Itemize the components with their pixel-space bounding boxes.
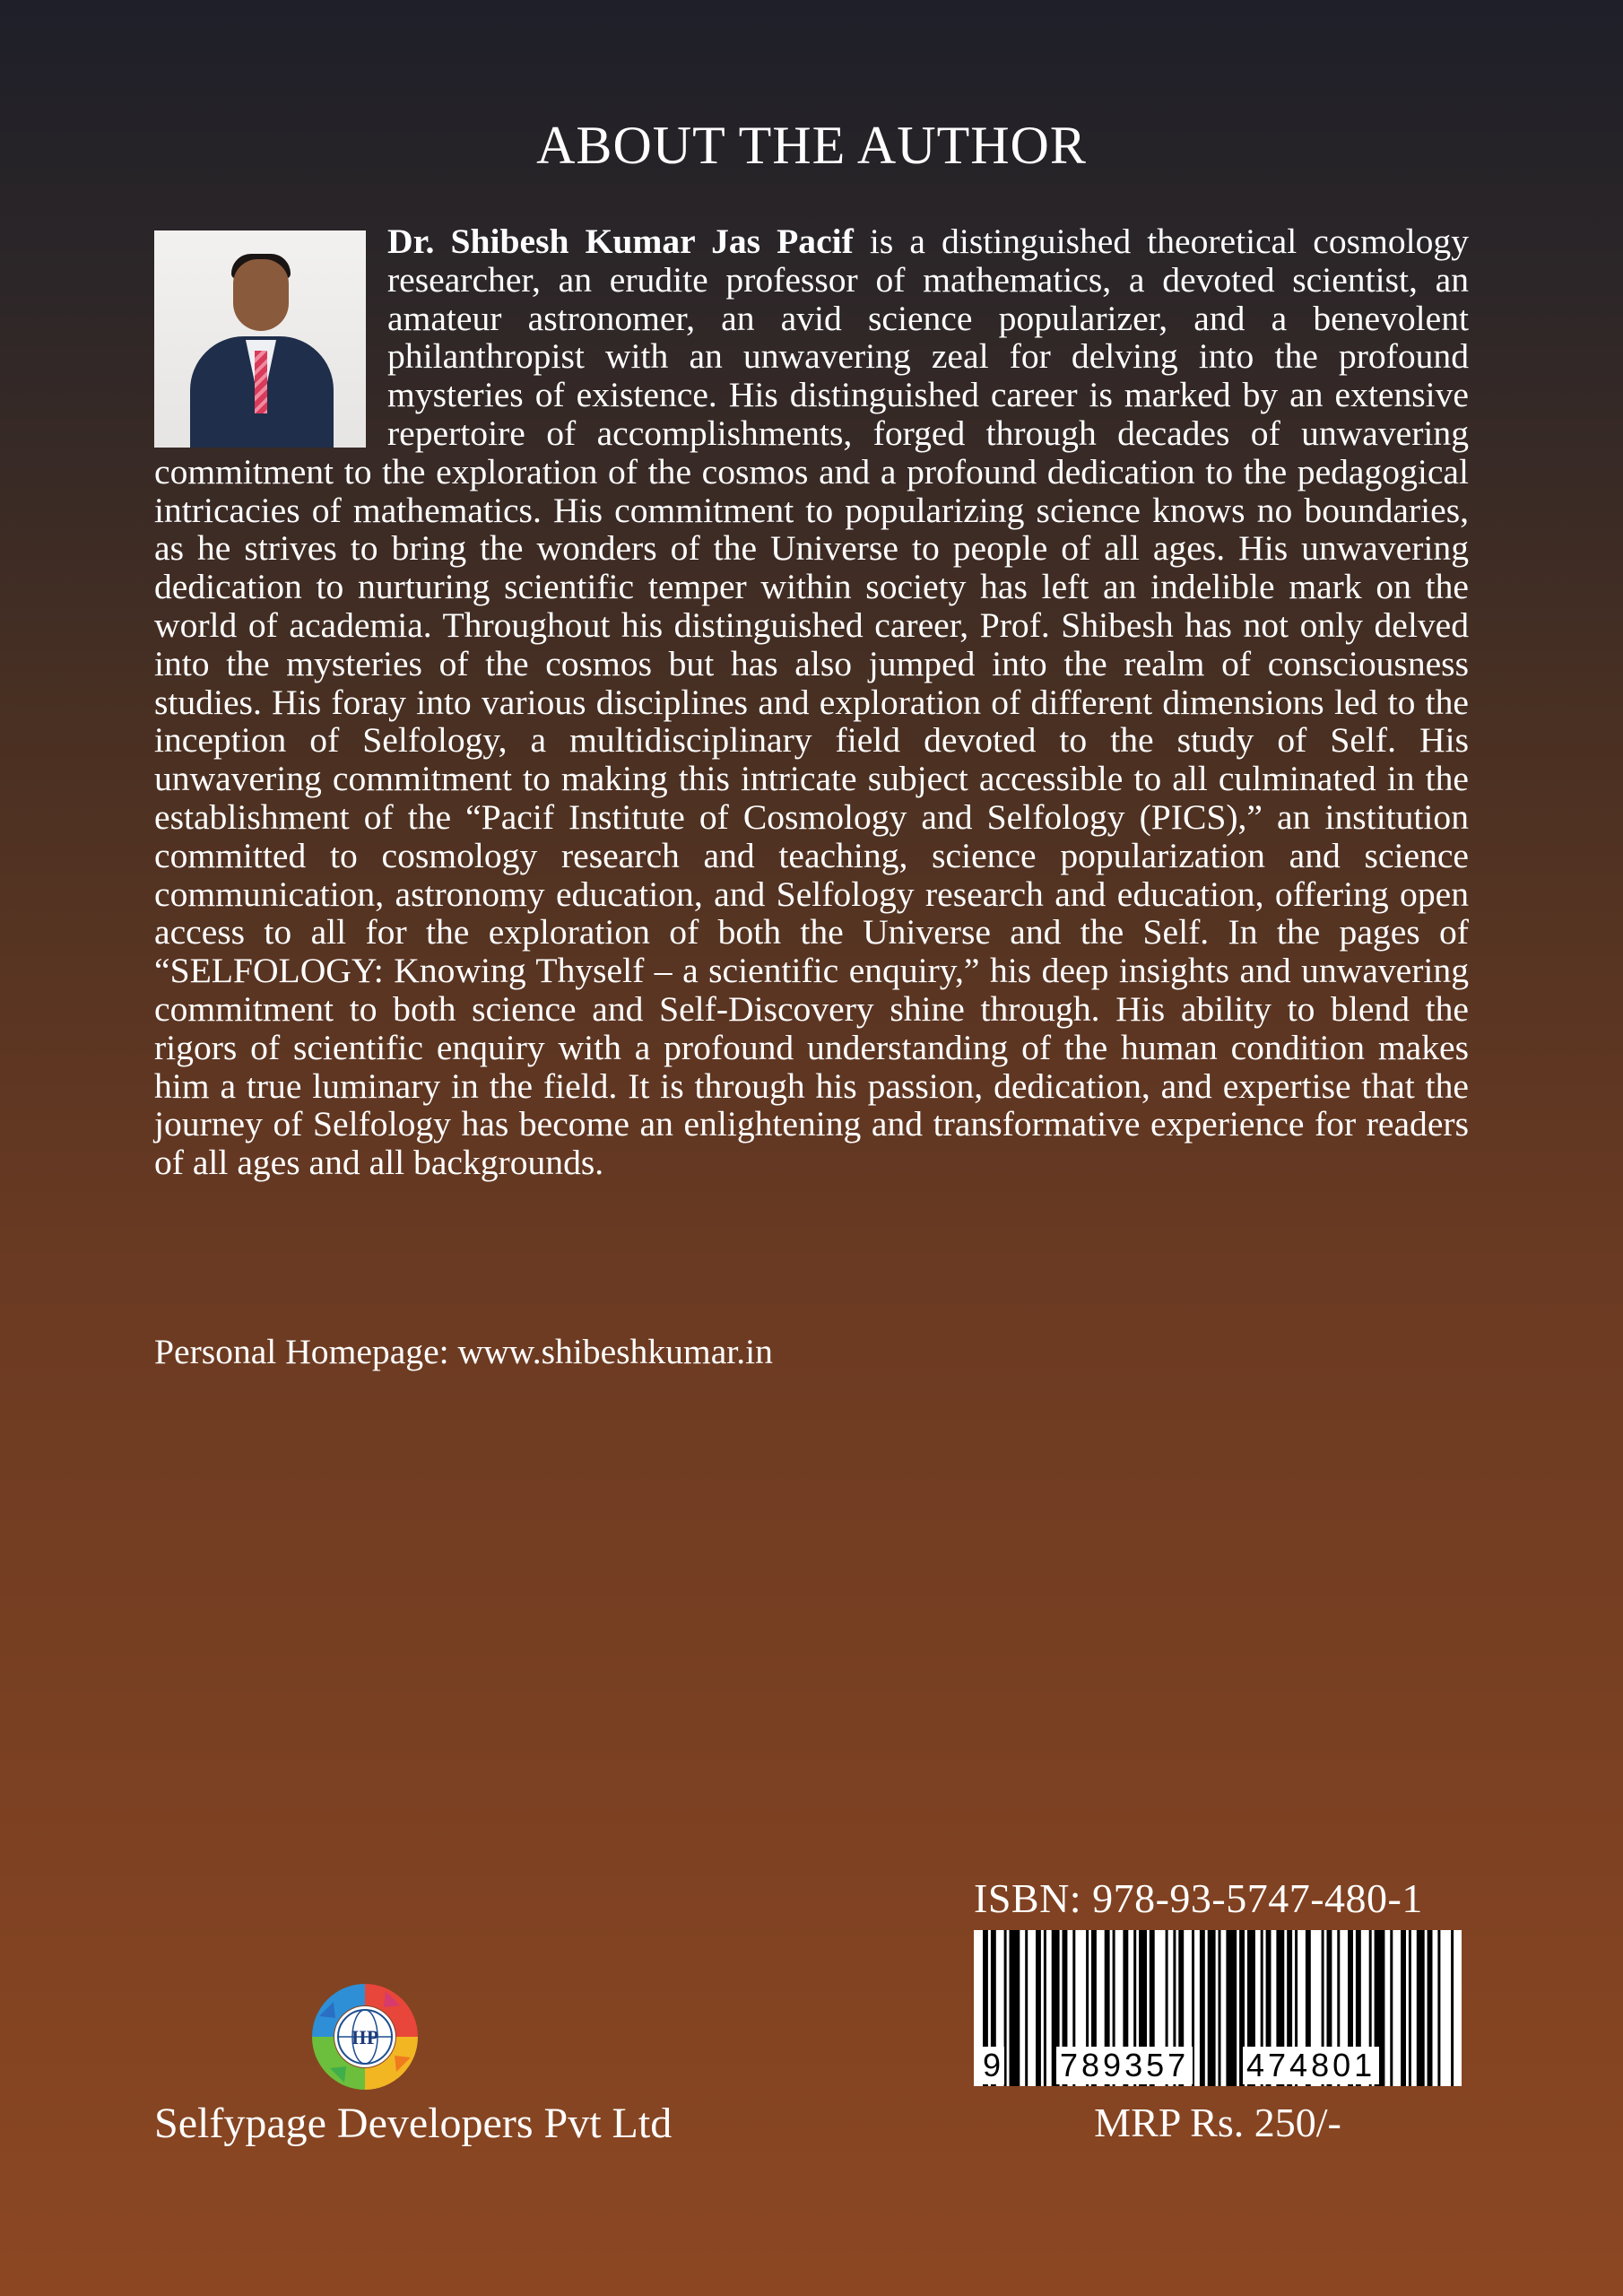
barcode-digit-first: 9: [979, 2047, 1004, 2084]
barcode-digits-left: 789357: [1056, 2047, 1193, 2084]
barcode-digits: [974, 2047, 1462, 2084]
isbn-label: ISBN: 978-93-5747-480-1: [974, 1875, 1423, 1921]
logo-initials: IIP: [351, 2026, 379, 2048]
barcode-digits-right: 474801: [1243, 2047, 1379, 2084]
author-bio: [154, 222, 1469, 1182]
author-name: Dr. Shibesh Kumar Jas Pacif: [387, 222, 854, 261]
author-bio-text: is a distinguished theoretical cosmology researcher, an erudite professor of mathematics, a devoted scientist, an amateur astronomer, an avid science popularizer, and a benevolent philanthropist with an unwavering zeal for delving into the profound mysteries of existence. His distinguished career is marked by an extensive repertoire of accomplishments, forged through decades of unwavering commitment to the exploration of the cosmos and a profound dedication to the pedagogical intricacies of mathematics. His commitment to popularizing science knows no boundaries, as he strives to bring the wonders of the Universe to people of all ages. His unwavering dedication to nurturing scientific temper within society has left an indelible mark on the world of academia. Throughout his distinguished career, Prof. Shibesh has not only delved into the mysteries of the cosmos but has also jumped into the realm of consciousness studies. His foray into various disciplines and exploration of different dimensions led to the inception of Selfology, a multidisciplinary field devoted to the study of Self. His unwavering commitment to making this intricate subject accessible to all culminated in the establishment of the “Pacif Institute of Cosmology and Selfology (PICS),” an institution committed to cosmology research and teaching, science popularization and science communication, astronomy education, and Selfology research and education, offering open access to all for the exploration of both the Universe and the Self. In the pages of “SELFOLOGY: Knowing Thyself – a scientific enquiry,” his deep insights and unwavering commitment to both science and Self-Discovery shine through. His ability to blend the rigors of scientific enquiry with a profound understanding of the human condition makes him a true luminary in the field. It is through his passion, dedication, and expertise that the journey of Selfology has become an enlightening and transformative experience for readers of all ages and all backgrounds.: [154, 222, 1470, 1183]
isbn-barcode: [974, 1930, 1462, 2086]
price-label: MRP Rs. 250/-: [1094, 2100, 1341, 2145]
author-photo: [154, 230, 366, 448]
section-title: ABOUT THE AUTHOR: [536, 116, 1087, 175]
personal-homepage: Personal Homepage: www.shibeshkumar.in: [154, 1332, 773, 1371]
publisher-logo: [307, 1979, 423, 2095]
publisher-name: Selfypage Developers Pvt Ltd: [154, 2100, 673, 2147]
